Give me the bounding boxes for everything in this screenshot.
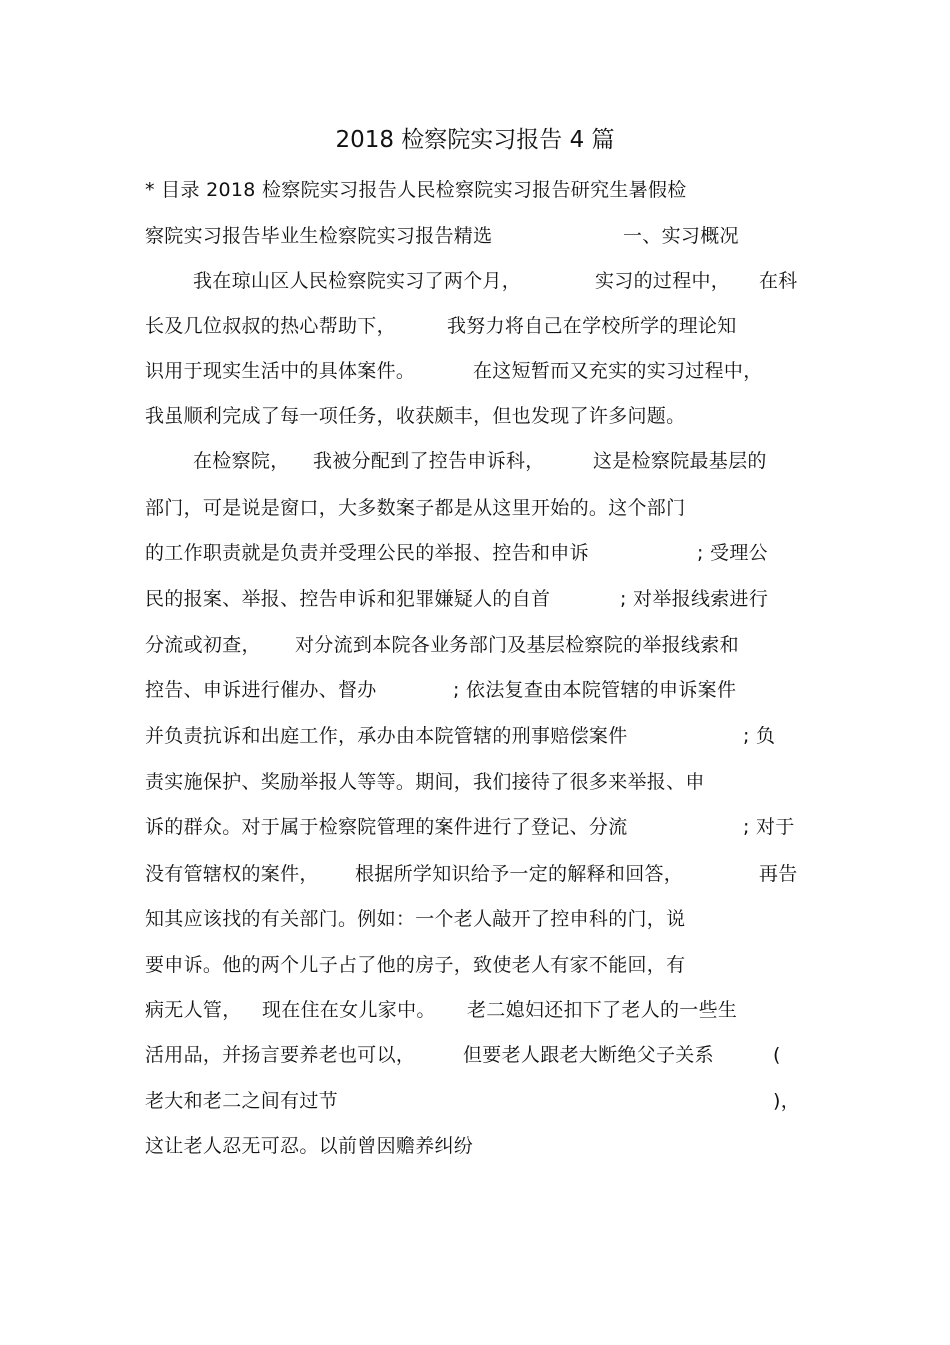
text-segment: 控告、申诉进行催办、督办	[145, 679, 377, 701]
text-segment: 在这短暂而又充实的实习过程中，	[473, 360, 763, 382]
text-segment: 对分流到本院各业务部门及基层检察院的举报线索和	[295, 634, 739, 656]
text-segment: 在科	[759, 270, 798, 292]
text-segment: 这让老人忍无可忍。以前曾因赡养纠纷	[145, 1135, 474, 1157]
text-segment: 我被分配到了控告申诉科，	[313, 450, 545, 472]
text-segment: 分流或初查，	[145, 634, 261, 656]
text-segment: )，	[773, 1090, 801, 1112]
text-segment: (	[773, 1044, 781, 1066]
text-segment: * 目录 2018 检察院实习报告人民检察院实习报告研究生暑假检	[145, 179, 687, 201]
text-segment: 我在琼山区人民检察院实习了两个月，	[193, 270, 522, 292]
text-segment: 活用品，并扬言要养老也可以，	[145, 1044, 416, 1066]
text-segment: 实习的过程中，	[595, 270, 731, 292]
document-title: 2018 检察院实习报告 4 篇	[335, 127, 615, 153]
text-segment: 但要老人跟老大断绝父子关系	[463, 1044, 714, 1066]
text-segment: 察院实习报告毕业生检察院实习报告精选	[145, 225, 493, 247]
text-segment: 长及几位叔叔的热心帮助下，	[145, 315, 396, 337]
text-segment: 民的报案、举报、控告申诉和犯罪嫌疑人的自首	[145, 588, 551, 610]
text-segment: 没有管辖权的案件，	[145, 863, 319, 885]
text-segment: 这是检察院最基层的	[593, 450, 767, 472]
text-segment: 识用于现实生活中的具体案件。	[145, 360, 416, 382]
text-segment: 的工作职责就是负责并受理公民的举报、控告和申诉	[145, 542, 589, 564]
text-segment: ; 对于	[743, 816, 795, 838]
text-segment: 再告	[759, 863, 798, 885]
text-segment: 老二媳妇还扣下了老人的一些生	[467, 999, 738, 1021]
text-segment: ; 负	[743, 725, 776, 747]
text-segment: ; 依法复查由本院管辖的申诉案件	[453, 679, 737, 701]
text-segment: 现在住在女儿家中。	[262, 999, 436, 1021]
text-segment: ; 受理公	[697, 542, 768, 564]
text-segment: 我虽顺利完成了每一项任务，收获颇丰，但也发现了许多问题。	[145, 405, 686, 427]
text-segment: 知其应该找的有关部门。例如：一个老人敲开了控申科的门，说	[145, 908, 686, 930]
text-segment: 要申诉。他的两个儿子占了他的房子，致使老人有家不能回，有	[145, 954, 686, 976]
text-segment: 老大和老二之间有过节	[145, 1090, 339, 1112]
text-segment: 并负责抗诉和出庭工作，承办由本院管辖的刑事赔偿案件	[145, 725, 628, 747]
text-segment: 一、实习概况	[623, 225, 739, 247]
text-segment: 病无人管，	[145, 999, 242, 1021]
text-segment: 在检察院，	[193, 450, 290, 472]
text-segment: ; 对举报线索进行	[620, 588, 769, 610]
text-segment: 根据所学知识给予一定的解释和回答，	[355, 863, 684, 885]
text-segment: 部门，可是说是窗口，大多数案子都是从这里开始的。这个部门	[145, 497, 686, 519]
text-segment: 责实施保护、奖励举报人等等。期间，我们接待了很多来举报、申	[145, 771, 705, 793]
text-segment: 诉的群众。对于属于检察院管理的案件进行了登记、分流	[145, 816, 628, 838]
text-segment: 我努力将自己在学校所学的理论知	[447, 315, 737, 337]
